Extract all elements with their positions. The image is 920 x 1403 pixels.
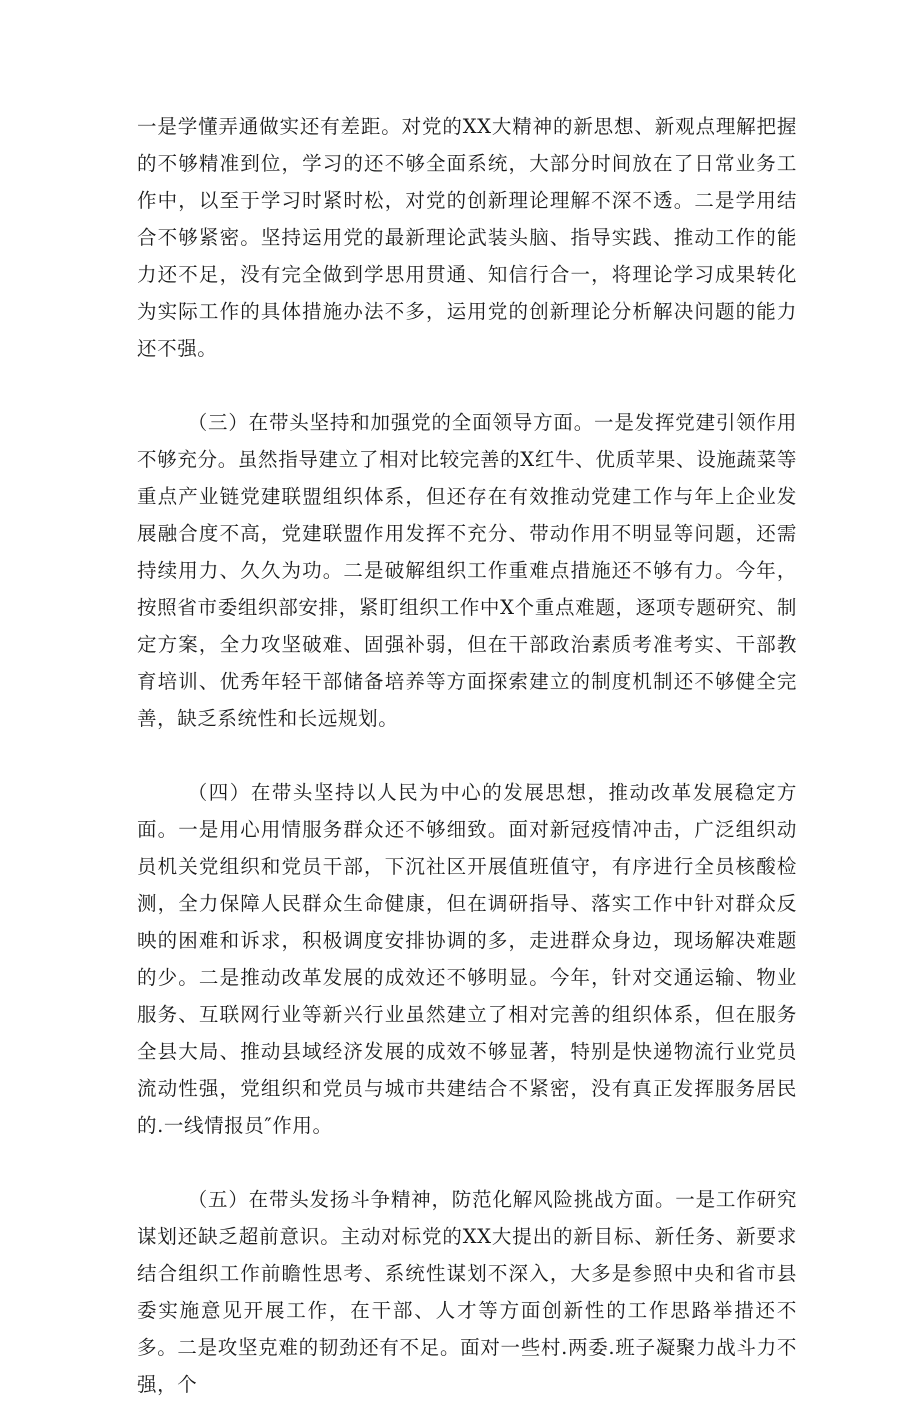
paragraph-study-gap: 一是学懂弄通做实还有差距。对党的XX大精神的新思想、新观点理解把握的不够精准到位，学习的还不够全面系统，大部分时间放在了日常业务工作中，以至于学习时紧时松，对党的创新理论理解不深不透。二是学用结合不够紧密。坚持运用党的最新理论武装头脑、指导实践、推动工作的能力还不足，没有完全做到学思用贯通、知信行合一，将理论学习成果转化为实际工作的具体措施办法不多，运用党的创新理论分析解决问题的能力还不强。	[137, 115, 797, 360]
paragraph-section-five: （五）在带头发扬斗争精神，防范化解风险挑战方面。一是工作研究谋划还缺乏超前意识。主动对标党的XX大提出的新目标、新任务、新要求结合组织工作前瞻性思考、系统性谋划不深入，大多是参照中央和省市县委实施意见开展工作，在干部、人才等方面创新性的工作思路举措还不多。二是攻坚克难的韧劲还有不足。面对一些村.两委.班子凝聚力战斗力不强，个	[137, 1188, 797, 1396]
paragraph-section-three: （三）在带头坚持和加强党的全面领导方面。一是发挥党建引领作用不够充分。虽然指导建立了相对比较完善的X红牛、优质苹果、设施蔬菜等重点产业链党建联盟组织体系，但还存在有效推动党建工作与年上企业发展融合度不高，党建联盟作用发挥不充分、带动作用不明显等问题，还需持续用力、久久为功。二是破解组织工作重难点措施还不够有力。今年，按照省市委组织部安排，紧盯组织工作中X个重点难题，逐项专题研究、制定方案，全力攻坚破难、固强补弱，但在干部政治素质考准考实、干部教育培训、优秀年轻干部储备培养等方面探索建立的制度机制还不够健全完善，缺乏系统性和长远规划。	[137, 411, 797, 730]
document-body	[137, 108, 797, 1403]
paragraph-section-four: （四）在带头坚持以人民为中心的发展思想，推动改革发展稳定方面。一是用心用情服务群众还不够细致。面对新冠疫情冲击，广泛组织动员机关党组织和党员干部，下沉社区开展值班值守，有序进行全员核酸检测，全力保障人民群众生命健康，但在调研指导、落实工作中针对群众反映的困难和诉求，积极调度安排协调的多，走进群众身边，现场解决难题的少。二是推动改革发展的成效还不够明显。今年，针对交通运输、物业服务、互联网行业等新兴行业虽然建立了相对完善的组织体系，但在服务全县大局、推动县域经济发展的成效不够显著，特别是快递物流行业党员流动性强，党组织和党员与城市共建结合不紧密，没有真正发挥服务居民的.一线情报员″作用。	[137, 781, 797, 1137]
